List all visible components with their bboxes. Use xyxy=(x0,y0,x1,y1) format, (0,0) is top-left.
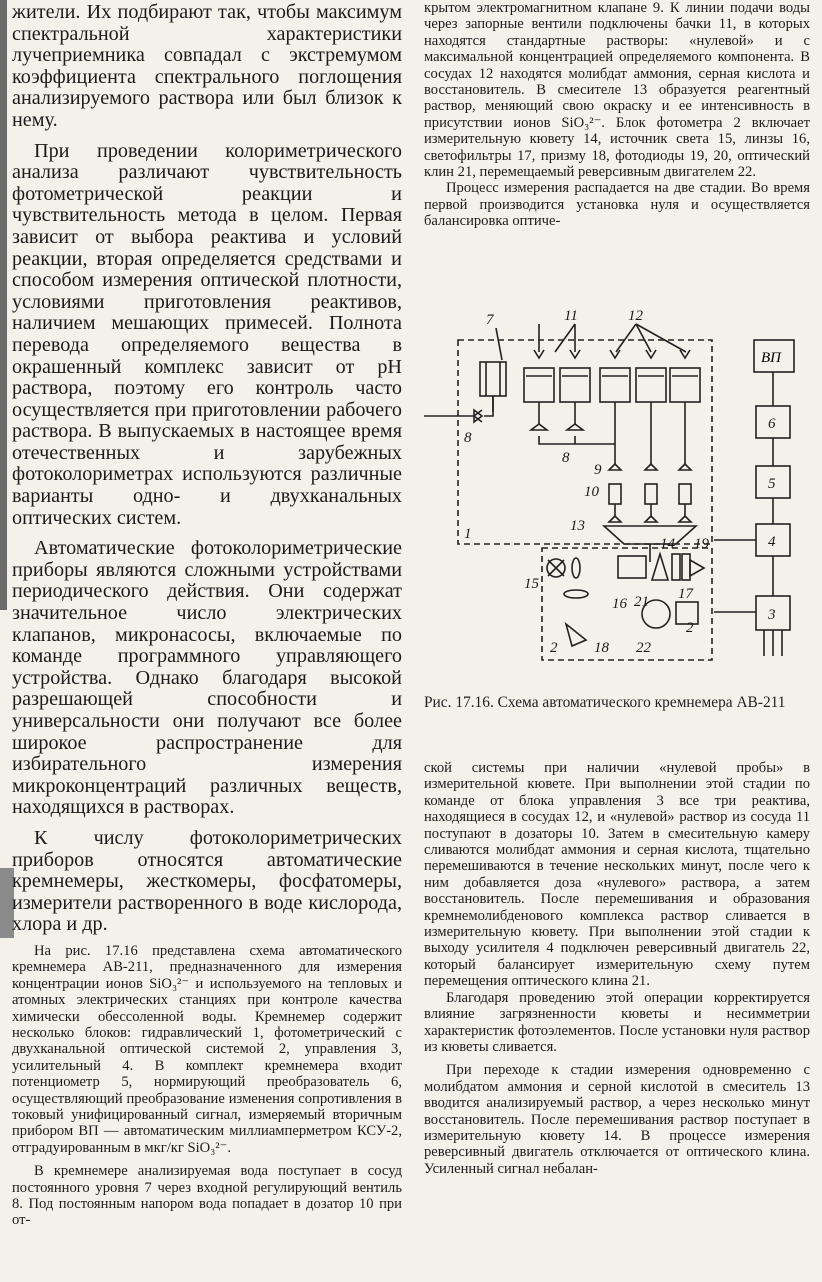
filter xyxy=(672,554,680,580)
paragraph: крытом электромагнитном клапане 9. К линии подачи воды через запорные вентили подключены бачки 11, в которых находятся стандартные растворы: «нулевой» и с максимальной концентрацией определяемого компонента. В сосудах 12 находятся молибдат аммония, серная кислота и восстановитель. В смесителе 13 образуется реагентный раствор, меняющий свою окраску и ее интенсивность в присутствии ионов SiO₃²⁻. Блок фотометра 2 включает измерительную кювету 14, источник света 15, линзы 16, светофильтры 17, призму 18, фотодиоды 19, 20, оптический клин 21, перемещаемый реверсивным двигателем 22. xyxy=(424,0,810,181)
scan-edge-shadow xyxy=(0,0,7,610)
doser xyxy=(645,484,657,504)
label-18: 18 xyxy=(594,640,609,656)
lens xyxy=(572,558,580,578)
schematic-diagram xyxy=(424,298,810,690)
left-large-text xyxy=(12,2,402,936)
paragraph: При переходе к стадии измерения одновременно с молибдатом аммония и серной кислотой в смеситель 13 вводится анализируемый раствор, а через несколько минут восстановитель. После перемешивания раствор поступает в измерительную кювету 14. В процессе измерения реверсивный двигатель отключается от оптического клина. Усиленный сигнал небалан- xyxy=(424,1062,810,1177)
label-6: 6 xyxy=(768,416,776,432)
paragraph: ской системы при наличии «нулевой пробы» в измерительной кювете. При выполнении этой стадии по команде от блока управления 3 все три реактива, находящиеся в сосудах 12, и «нулевой» раствор из сосуда 11 поступают в дозаторы 10. Затем в смесительную камеру сливаются молибдат аммония и серная кислота, тщательно перемешиваются в течение нескольких минут, после чего к ним добавляется доза «нулевого» раствора, а затем восстановитель. После перемешивания и образования кремнемолибденового комплекса раствор сливается в измерительную кювету. При выполнении этой стадии к выходу усилителя 4 подключен реверсивный двигатель 22, который балансирует измерительную схему путем перемещения оптического клина 21. xyxy=(424,760,810,990)
left-column xyxy=(12,2,402,1229)
right-column-bottom xyxy=(424,760,810,1177)
label-7: 7 xyxy=(486,312,494,328)
label-19: 19 xyxy=(694,536,709,552)
reagent-vessel xyxy=(600,368,630,402)
label-1: 1 xyxy=(464,526,472,542)
label-2: 2 xyxy=(550,640,558,656)
label-10: 10 xyxy=(584,484,599,500)
label-12: 12 xyxy=(628,308,643,324)
right-column-top xyxy=(424,0,810,230)
label-14: 14 xyxy=(660,536,675,552)
mixer xyxy=(604,526,696,544)
filter xyxy=(682,554,690,580)
label-8: 8 xyxy=(464,430,472,446)
label-11: 11 xyxy=(564,308,578,324)
paragraph: жители. Их подбирают так, чтобы максимум спектральной характеристики лучеприемника совпадал с экстремумом коэффициента спектрального поглощения анализируемого раствора или был близок к нему. xyxy=(12,1,402,131)
photometer-block-outline xyxy=(542,548,712,660)
paragraph: При проведении колориметрического анализа различают чувствительность фотометрической реакции и чувствительность метода в целом. Первая зависит от выбора реактива и условий реакции, вторая определяется средствами и способом измерения оптической плотности, условиями приготовления реактивов, наличием мешающих примесей. Полнота перевода определяемого вещества в окрашенный комплекс зависит от рН раствора, поэтому его контроль часто осуществляется при приготовлении рабочего раствора. В выпускаемых в настоящее время отечественных и зарубежных фотоколориметрах используются различные варианты одно- и двухканальных оптических систем. xyxy=(12,139,402,529)
reagent-vessel xyxy=(636,368,666,402)
label-21: 21 xyxy=(634,594,649,610)
label-8b: 8 xyxy=(562,450,570,466)
label-4: 4 xyxy=(768,534,776,550)
label-13: 13 xyxy=(570,518,585,534)
doser xyxy=(679,484,691,504)
prism xyxy=(566,624,586,646)
label-15: 15 xyxy=(524,576,539,592)
left-small-text xyxy=(12,943,402,1229)
label-9: 9 xyxy=(594,462,602,478)
figure-17-16 xyxy=(424,298,810,690)
paragraph: Благодаря проведению этой операции корректируется влияние загрязненности кюветы и несимметрии характеристик фотоэлементов. После установки нуля раствор из кюветы сливается. xyxy=(424,989,810,1055)
figure-caption: Рис. 17.16. Схема автоматического кремнемера АВ-211 xyxy=(424,694,786,711)
standard-tank xyxy=(560,368,590,402)
reagent-vessel xyxy=(670,368,700,402)
label-vp: ВП xyxy=(761,350,781,366)
paragraph: К числу фотоколориметрических приборов относятся автоматические кремнемеры, жесткомеры, фосфатомеры, измерители растворенного в воде кислорода, хлора и др. xyxy=(12,826,402,936)
paragraph: В кремнемере анализируемая вода поступает в сосуд постоянного уровня 7 через входной регулирующий вентиль 8. Под постоянным напором вода попадает в дозатор 10 при от- xyxy=(12,1163,402,1229)
paragraph: Процесс измерения распадается на две стадии. Во время первой производится установка нуля и осуществляется балансировка оптиче- xyxy=(424,180,810,230)
paragraph: На рис. 17.16 представлена схема автоматического кремнемера АВ-211, предназначенного для измерения концентрации ионов SiO₃²⁻ и используемого на тепловых и атомных электрических станциях при контроле качества химически обессоленной воды. Кремнемер содержит несколько блоков: гидравлический 1, фотометрический с двухканальной оптической системой 2, управления 3, усилительный 4. В комплект кремнемера входит потенциометр 5, нормирующий преобразователь 6, осуществляющий преобразование изменения сопротивления в токовый унифицированный сигнал, измеряемый вторичным прибором ВП — автоматическим миллиамперметром КСУ-2, отградуированным в мкг/кг SiO₃²⁻. xyxy=(12,942,402,1156)
label-22: 22 xyxy=(636,640,651,656)
label-17: 17 xyxy=(678,586,693,602)
label-5: 5 xyxy=(768,476,776,492)
constant-level-vessel xyxy=(480,362,506,396)
label-16: 16 xyxy=(612,596,627,612)
label-2b: 2 xyxy=(686,620,694,636)
label-3: 3 xyxy=(768,607,776,623)
hydraulic-block-outline xyxy=(458,340,712,544)
doser xyxy=(609,484,621,504)
paragraph: Автоматические фотоколориметрические приборы являются сложными устройствами периодического действия. Они содержат значительное число электрических клапанов, микронасосы, включаемые по команде программного управляющего устройства. Однако благодаря высокой разрешающей способности и универсальности они получают все более широкое распространение для избирательного измерения микроконцентраций различных веществ, находящихся в растворах. xyxy=(12,537,402,819)
measuring-cuvette xyxy=(618,556,646,578)
standard-tank xyxy=(524,368,554,402)
